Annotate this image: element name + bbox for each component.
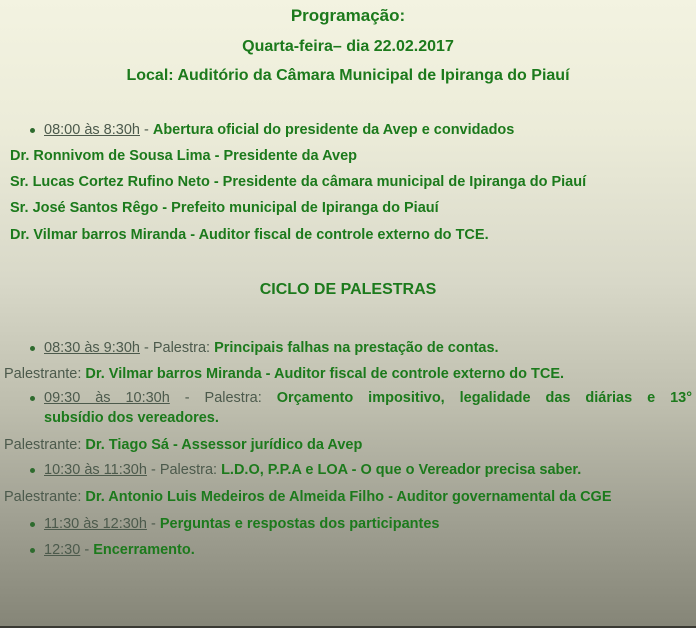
talk-item: 08:30 às 9:30h - Palestra: Principais falhas na prestação de contas.: [44, 340, 499, 356]
talk-time: 09:30 às 10:30h: [44, 390, 170, 406]
talk-title: Orçamento impositivo, legalidade das diárias e 13°: [276, 390, 693, 406]
speaker-name: Dr. Tiago Sá - Assessor jurídico da Avep: [85, 437, 363, 453]
opening-item: 08:00 às 8:30h - Abertura oficial do presidente da Avep e convidados: [44, 122, 515, 138]
speaker-name: Dr. Vilmar barros Miranda - Auditor fiscal de controle externo do TCE.: [85, 366, 565, 382]
closing-description: Perguntas e respostas dos participantes: [159, 516, 440, 532]
guest-item: Sr. José Santos Rêgo - Prefeito municipal de Ipiranga do Piauí: [10, 200, 439, 216]
bullet-icon: [30, 128, 35, 133]
opening-description: Abertura oficial do presidente da Avep e convidados: [152, 122, 515, 138]
page-title: Programação:: [290, 6, 406, 25]
speaker-item: Palestrante: Dr. Vilmar barros Miranda - Auditor fiscal de controle externo do TCE.: [4, 366, 565, 382]
talk-item: 10:30 às 11:30h - Palestra: L.D.O, P.P.A e LOA - O que o Vereador precisa saber.: [44, 462, 582, 478]
guest-item: Sr. Lucas Cortez Rufino Neto - Presidente da câmara municipal de Ipiranga do Piauí: [10, 174, 587, 190]
closing-time: 12:30: [44, 542, 81, 558]
bullet-icon: [30, 396, 35, 401]
closing-item: 11:30 às 12:30h - Perguntas e respostas dos participantes: [44, 516, 440, 532]
section-title: CICLO DE PALESTRAS: [259, 281, 437, 298]
event-location: Local: Auditório da Câmara Municipal de Ipiranga do Piauí: [126, 67, 570, 84]
guest-item: Dr. Ronnivom de Sousa Lima - Presidente da Avep: [10, 148, 358, 164]
opening-time: 08:00 às 8:30h: [44, 122, 140, 138]
bullet-icon: [30, 548, 35, 553]
bullet-icon: [30, 346, 35, 351]
closing-time: 11:30 às 12:30h: [44, 516, 147, 532]
guest-item: Dr. Vilmar barros Miranda - Auditor fiscal de controle externo do TCE.: [10, 227, 489, 243]
closing-description: Encerramento.: [93, 542, 195, 558]
talk-item: 09:30 às 10:30h - Palestra: Orçamento impositivo, legalidade das diárias e 13°: [44, 390, 693, 406]
speaker-item: Palestrante: Dr. Antonio Luis Medeiros de Almeida Filho - Auditor governamental da CGE: [4, 489, 612, 505]
talk-title-continued: subsídio dos vereadores.: [44, 410, 219, 426]
talk-title: Principais falhas na prestação de contas.: [214, 340, 499, 356]
talk-time: 10:30 às 11:30h: [44, 462, 147, 478]
event-date: Quarta-feira– dia 22.02.2017: [242, 38, 454, 55]
bullet-icon: [30, 468, 35, 473]
bullet-icon: [30, 522, 35, 527]
speaker-item: Palestrante: Dr. Tiago Sá - Assessor jurídico da Avep: [4, 437, 363, 453]
closing-item: 12:30 - Encerramento.: [44, 542, 195, 558]
talk-time: 08:30 às 9:30h: [44, 340, 140, 356]
talk-title: L.D.O, P.P.A e LOA - O que o Vereador precisa saber.: [221, 462, 582, 478]
speaker-name: Dr. Antonio Luis Medeiros de Almeida Filho - Auditor governamental da CGE: [85, 489, 612, 505]
